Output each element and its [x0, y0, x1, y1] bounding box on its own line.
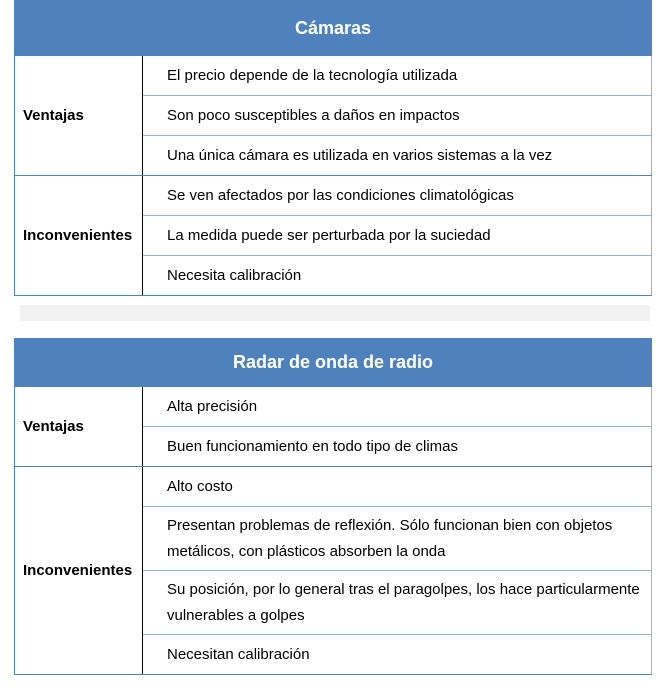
inconveniente-item: Alto costo [143, 467, 652, 507]
ventaja-item: Buen funcionamiento en todo tipo de climas [143, 427, 652, 467]
inconveniente-item: Presentan problemas de reflexión. Sólo funcionan bien con objetos metálicos, con plásticos absorben la onda [143, 507, 652, 571]
camaras-title: Cámaras [15, 1, 652, 56]
inconveniente-item: La medida puede ser perturbada por la suciedad [143, 216, 652, 256]
ventajas-label: Ventajas [15, 387, 143, 467]
inconvenientes-label: Inconvenientes [15, 176, 143, 296]
inconvenientes-label: Inconvenientes [15, 467, 143, 675]
ventaja-item: Alta precisión [143, 387, 652, 427]
ventaja-item: Una única cámara es utilizada en varios sistemas a la vez [143, 136, 652, 176]
radar-table [14, 338, 652, 675]
separator-shadow [20, 305, 650, 321]
ventaja-item: Son poco susceptibles a daños en impactos [143, 96, 652, 136]
ventaja-item: El precio depende de la tecnología utilizada [143, 56, 652, 96]
camaras-table [14, 0, 652, 296]
inconveniente-item: Su posición, por lo general tras el paragolpes, los hace particularmente vulnerables a golpes [143, 571, 652, 635]
ventajas-label: Ventajas [15, 56, 143, 176]
inconveniente-item: Necesita calibración [143, 256, 652, 296]
inconveniente-item: Necesitan calibración [143, 635, 652, 675]
radar-title: Radar de onda de radio [15, 339, 652, 387]
inconveniente-item: Se ven afectados por las condiciones climatológicas [143, 176, 652, 216]
